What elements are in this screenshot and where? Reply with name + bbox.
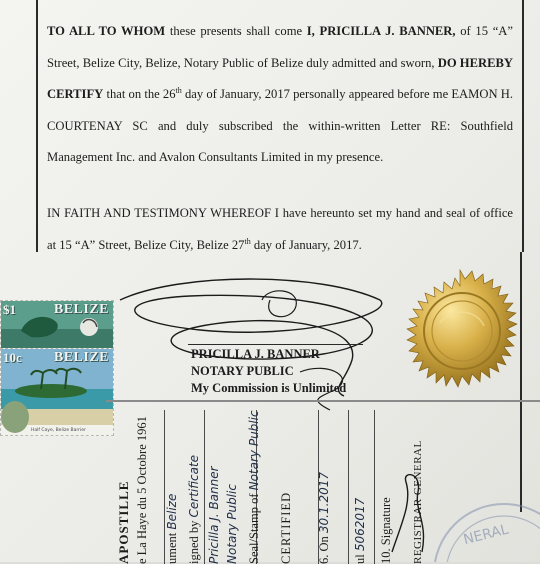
text-span: IN FAITH AND TESTIMONY WHEREOF I have hereunto set my hand and seal of office at 15 “A” Street, Belize City, Belize 27: [47, 205, 513, 252]
apostille-title: APOSTILLE: [116, 480, 131, 564]
stamp-country: BELIZE: [53, 302, 109, 317]
column-divider: [204, 410, 205, 564]
text-span: day of January, 2017.: [250, 237, 362, 252]
signature-label: 10. Signature: [379, 497, 393, 564]
registrar-general-label: REGISTRAR GENERAL: [412, 440, 424, 564]
stamp-belize-1: [0, 300, 114, 350]
signature-block: [191, 346, 346, 397]
document-row: [187, 455, 202, 564]
notary-name: I, PRICILLA J. BANNER,: [306, 24, 456, 38]
capacity-row: [225, 484, 240, 564]
registrar-round-stamp: [430, 500, 540, 562]
stamp-denomination: 10c: [3, 350, 22, 365]
date-row: [317, 472, 332, 564]
ordinal-suffix: th: [175, 86, 182, 95]
heading-to-all: TO ALL TO WHOM: [47, 24, 166, 38]
hague-convention-line: e La Haye du 5 Octobre 1961: [135, 416, 149, 564]
field-label: igned by: [187, 520, 201, 564]
signer-row: [207, 466, 222, 564]
stamp-text: NERAL: [461, 521, 511, 549]
number-row: [353, 498, 368, 564]
signature-line: [188, 344, 363, 345]
field-label: ument: [165, 532, 179, 564]
text-span: that on the 26: [103, 87, 176, 102]
text-span: of 15 “A” Street, Belize City, Belize, Notary Public of Belize duly admitted and sworn,: [47, 24, 513, 70]
signer-title: NOTARY PUBLIC: [191, 364, 294, 378]
ordinal-suffix: th: [244, 236, 251, 246]
field-value: Notary Public: [225, 484, 239, 564]
field-label: 6. On: [317, 536, 331, 564]
field-value: Notary Public: [247, 410, 261, 491]
country-row: [165, 494, 180, 564]
stamp-caption: Half Caye, Belize Barrier: [31, 428, 86, 433]
field-value: 30.1.2017: [317, 472, 331, 534]
seal-row: [247, 410, 262, 564]
certified-heading: CERTIFIED: [279, 491, 293, 564]
signer-name: PRICILLA J. BANNER: [191, 347, 320, 361]
field-value: 5062017: [353, 497, 367, 552]
field-value: Pricilla J. Banner: [207, 466, 221, 564]
stamp-country: BELIZE: [53, 350, 109, 365]
text-span: these presents shall come: [165, 24, 307, 38]
stamp-denomination: $1: [3, 302, 16, 317]
certify-phrase: DO HEREBY CERTIFY: [47, 55, 513, 102]
text-span: day of January, 2017 personally appeared before me EAMON H. COURTENAY SC and duly subscribed the within-written Letter RE: Southfield Management Inc. and Avalon Consultants Limited in my presence.: [47, 87, 513, 165]
column-divider: [374, 410, 375, 564]
commission-text: My Commission is Unlimited: [191, 381, 347, 395]
postage-stamps: [0, 300, 112, 434]
field-label: Seal/Stamp of: [247, 493, 261, 564]
field-value: Belize: [165, 493, 179, 530]
stamp-belize-2: [0, 348, 114, 436]
field-value: Certificate: [187, 454, 201, 518]
field-label: ul: [353, 554, 367, 564]
column-divider: [348, 410, 349, 564]
